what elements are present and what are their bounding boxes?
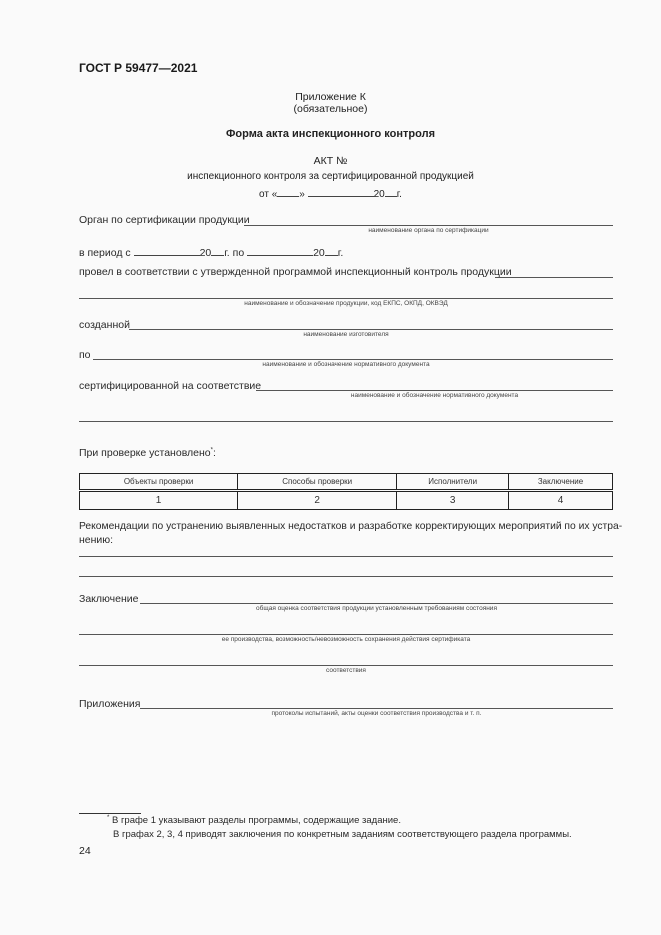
certified-label: сертифицированной на соответствие bbox=[79, 380, 262, 392]
document-code: ГОСТ Р 59477—2021 bbox=[79, 61, 198, 75]
footnote-mark: * bbox=[210, 447, 213, 454]
conducted-field[interactable] bbox=[495, 277, 613, 278]
manufacturer-caption: наименование изготовителя bbox=[303, 331, 389, 338]
conclusion-caption-2: ее производства, возможность/невозможность сохранения действия сертификата bbox=[221, 636, 471, 643]
certified-field[interactable] bbox=[256, 390, 613, 391]
date-quote-close: » bbox=[299, 189, 305, 200]
findings-table bbox=[79, 473, 613, 510]
table-header-cell: Заключение bbox=[509, 474, 613, 491]
table-cell: 3 bbox=[397, 491, 509, 510]
form-title: Форма акта инспекционного контроля bbox=[226, 128, 435, 140]
conducted-label: провел в соответствии с утвержденной программой инспекционный контроль продукции bbox=[79, 266, 512, 278]
recommendations-field-2[interactable] bbox=[79, 576, 613, 577]
findings-text: При проверке установлено bbox=[79, 447, 211, 459]
date-suffix: г. bbox=[396, 189, 402, 200]
created-label: созданной bbox=[79, 319, 130, 331]
table-header-row bbox=[80, 474, 613, 491]
conclusion-field-2[interactable] bbox=[79, 634, 613, 635]
conclusion-caption-3: соответствия bbox=[326, 667, 366, 674]
findings-label bbox=[79, 447, 216, 459]
table-header-cell: Объекты проверки bbox=[80, 474, 238, 491]
footnote-line1 bbox=[107, 815, 401, 826]
table-cell: 1 bbox=[80, 491, 238, 510]
year-blank[interactable] bbox=[385, 186, 397, 197]
certified-field-2[interactable] bbox=[79, 421, 613, 422]
date-year: 20 bbox=[373, 189, 385, 200]
manufacturer-field[interactable] bbox=[129, 329, 613, 330]
conclusion-field-3[interactable] bbox=[79, 665, 613, 666]
conclusion-label: Заключение bbox=[79, 593, 139, 605]
period-year1: 20 bbox=[199, 247, 212, 259]
month-blank[interactable] bbox=[308, 186, 374, 197]
cert-body-label: Орган по сертификации продукции bbox=[79, 214, 250, 226]
act-date-line bbox=[0, 186, 661, 200]
recommendations-line1: Рекомендации по устранению выявленных недостатков и разработке корректирующих мероприятий по их устра- bbox=[79, 521, 623, 532]
conclusion-caption-1: общая оценка соответствия продукции установленным требованиям состояния bbox=[256, 605, 497, 612]
table-row bbox=[80, 491, 613, 510]
findings-colon: : bbox=[212, 447, 216, 459]
table-cell: 2 bbox=[238, 491, 397, 510]
certified-caption: наименование и обозначение нормативного документа bbox=[350, 392, 519, 399]
cert-body-field[interactable] bbox=[244, 225, 613, 226]
table-cell: 4 bbox=[509, 491, 613, 510]
period-year2: 20 bbox=[313, 247, 325, 259]
appendix-title: Приложение К bbox=[295, 91, 366, 103]
normative-doc-field[interactable] bbox=[93, 359, 613, 360]
footnote-line2: В графах 2, 3, 4 приводят заключения по конкретным заданиям соответствующего раздела программы. bbox=[113, 829, 572, 840]
period-line bbox=[79, 245, 343, 259]
recommendations-line2: нению: bbox=[79, 534, 114, 546]
normative-doc-caption: наименование и обозначение нормативного документа bbox=[262, 361, 430, 368]
footnote-mark: * bbox=[107, 815, 110, 821]
attachments-caption: протоколы испытаний, акты оценки соответствия производства и т. п. bbox=[271, 710, 482, 717]
period-to-label: г. по bbox=[224, 247, 245, 259]
period-to-blank[interactable] bbox=[247, 245, 313, 256]
table-header-cell: Исполнители bbox=[397, 474, 509, 491]
footnote-rule bbox=[79, 813, 141, 814]
period-suffix: г. bbox=[337, 247, 344, 259]
appendix-status: (обязательное) bbox=[293, 103, 368, 115]
table-header-cell: Способы проверки bbox=[238, 474, 397, 491]
product-field[interactable] bbox=[79, 298, 613, 299]
day-blank[interactable] bbox=[277, 186, 299, 197]
date-prefix: от « bbox=[259, 189, 278, 200]
act-title: АКТ № bbox=[313, 155, 348, 167]
period-year2-blank[interactable] bbox=[325, 245, 338, 256]
product-caption: наименование и обозначение продукции, код ЕКПС, ОКПД, ОКВЭД bbox=[244, 300, 448, 307]
act-subtitle: инспекционного контроля за сертифицированной продукцией bbox=[187, 171, 474, 182]
per-label: по bbox=[79, 349, 91, 361]
period-prefix: в период с bbox=[79, 247, 131, 259]
page-number: 24 bbox=[79, 845, 91, 857]
period-year1-blank[interactable] bbox=[211, 245, 224, 256]
attachments-field[interactable] bbox=[140, 708, 613, 709]
conclusion-field-1[interactable] bbox=[140, 603, 613, 604]
footnote-text-1: В графе 1 указывают разделы программы, содержащие задание. bbox=[111, 815, 401, 827]
cert-body-caption: наименование органа по сертификации bbox=[368, 227, 489, 234]
recommendations-field-1[interactable] bbox=[79, 556, 613, 557]
attachments-label: Приложения bbox=[79, 698, 141, 710]
period-from-blank[interactable] bbox=[134, 245, 200, 256]
